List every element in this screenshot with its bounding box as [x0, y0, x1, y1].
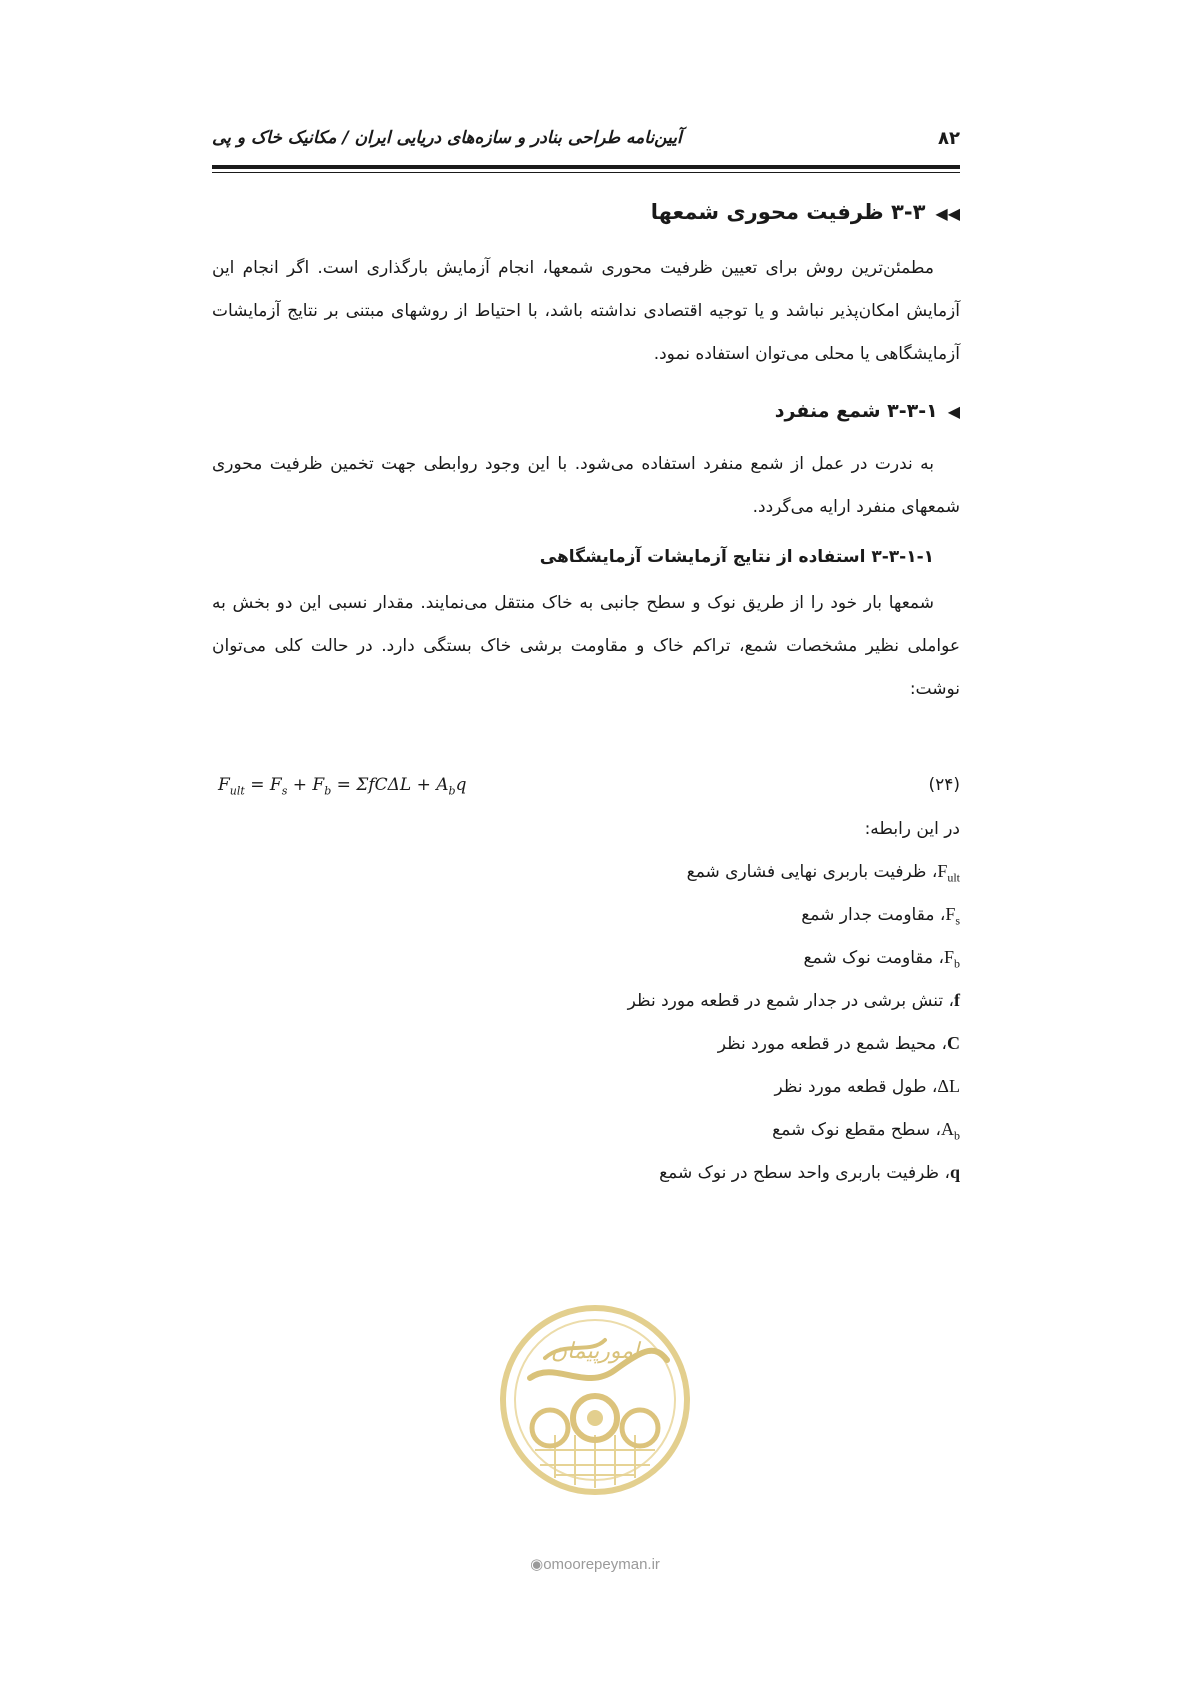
- definition-item: $F_s،$ مقاومت جدار شمع: [801, 904, 960, 928]
- definition-item: q، ظرفیت باربری واحد سطح در نوک شمع: [659, 1162, 960, 1183]
- definition-item: f، تنش برشی در جدار شمع در قطعه مورد نظر: [627, 990, 960, 1011]
- page-number: ۸۲: [938, 128, 960, 149]
- section-heading-3-3-1-1: [212, 547, 960, 567]
- watermark-logo-text: امورپیمان: [550, 1339, 640, 1364]
- triangle-bullet-icon: ◀: [947, 402, 960, 421]
- running-title: آیین‌نامه طراحی بنادر و سازه‌های دریایی ایران / مکانیک خاک و پی: [212, 128, 682, 148]
- heading-text: ۳-۳ ظرفیت محوری شمعها: [650, 200, 926, 224]
- definition-item: $F_{ult}،$ ظرفیت باربری نهایی فشاری شمع: [686, 861, 960, 885]
- paragraph-text: به ندرت در عمل از شمع منفرد استفاده می‌شود. با این وجود روابطی جهت تخمین ظرفیت محوری شمعهای منفرد ارایه می‌گردد.: [212, 454, 960, 517]
- equation: $F_{ult} = F_s + F_b = \Sigma fC\Delta L + A_bq$: [218, 775, 467, 798]
- paragraph-3-3: [212, 247, 960, 376]
- section-heading-3-3-1: [212, 400, 960, 422]
- paragraph-text: مطمئن‌ترین روش برای تعیین ظرفیت محوری شمعها، انجام آزمایش بارگذاری است. اگر انجام این آزمایش امکان‌پذیر نباشد و یا توجیه اقتصادی نداشته باشد، با احتیاط از روشهای مبتنی بر نتایج آزمایشات آزمایشگاهی یا محلی می‌توان استفاده نمود.: [212, 258, 960, 364]
- definition-item: $F_b،$ مقاومت نوک شمع: [803, 947, 960, 971]
- paragraph-text: شمعها بار خود را از طریق نوک و سطح جانبی به خاک منتقل می‌نمایند. مقدار نسبی این دو بخش به عواملی نظیر مشخصات شمع، تراکم خاک و مقاومت برشی خاک بستگی دارد. در حالت کلی می‌توان نوشت:: [212, 593, 960, 699]
- paragraph-3-3-1-1: [212, 582, 960, 711]
- section-heading-3-3: [212, 200, 960, 224]
- equation-row: [212, 775, 960, 805]
- equation-number: (۲۴): [928, 775, 960, 795]
- at-icon: ◉: [530, 1556, 544, 1573]
- paragraph-3-3-1: [212, 443, 960, 529]
- page-header: [212, 126, 960, 156]
- double-chevron-icon: ◀◀: [935, 204, 960, 223]
- header-rule-thick: [212, 165, 960, 169]
- definitions-list: [212, 850, 960, 1194]
- watermark-site: ◉omoorepeyman.ir: [530, 1556, 660, 1573]
- definition-item: ΔL، طول قطعه مورد نظر: [774, 1076, 960, 1097]
- heading-text: ۳-۳-۱-۱ استفاده از نتایج آزمایشات آزمایشگاهی: [539, 547, 934, 567]
- definition-item: $A_b،$ سطح مقطع نوک شمع: [772, 1119, 960, 1143]
- header-rule-thin: [212, 172, 960, 173]
- definition-item: C، محیط شمع در قطعه مورد نظر: [717, 1033, 960, 1054]
- definitions-intro: در این رابطه:: [864, 819, 960, 839]
- heading-text: ۳-۳-۱ شمع منفرد: [774, 400, 938, 422]
- watermark-logo: [495, 1300, 695, 1500]
